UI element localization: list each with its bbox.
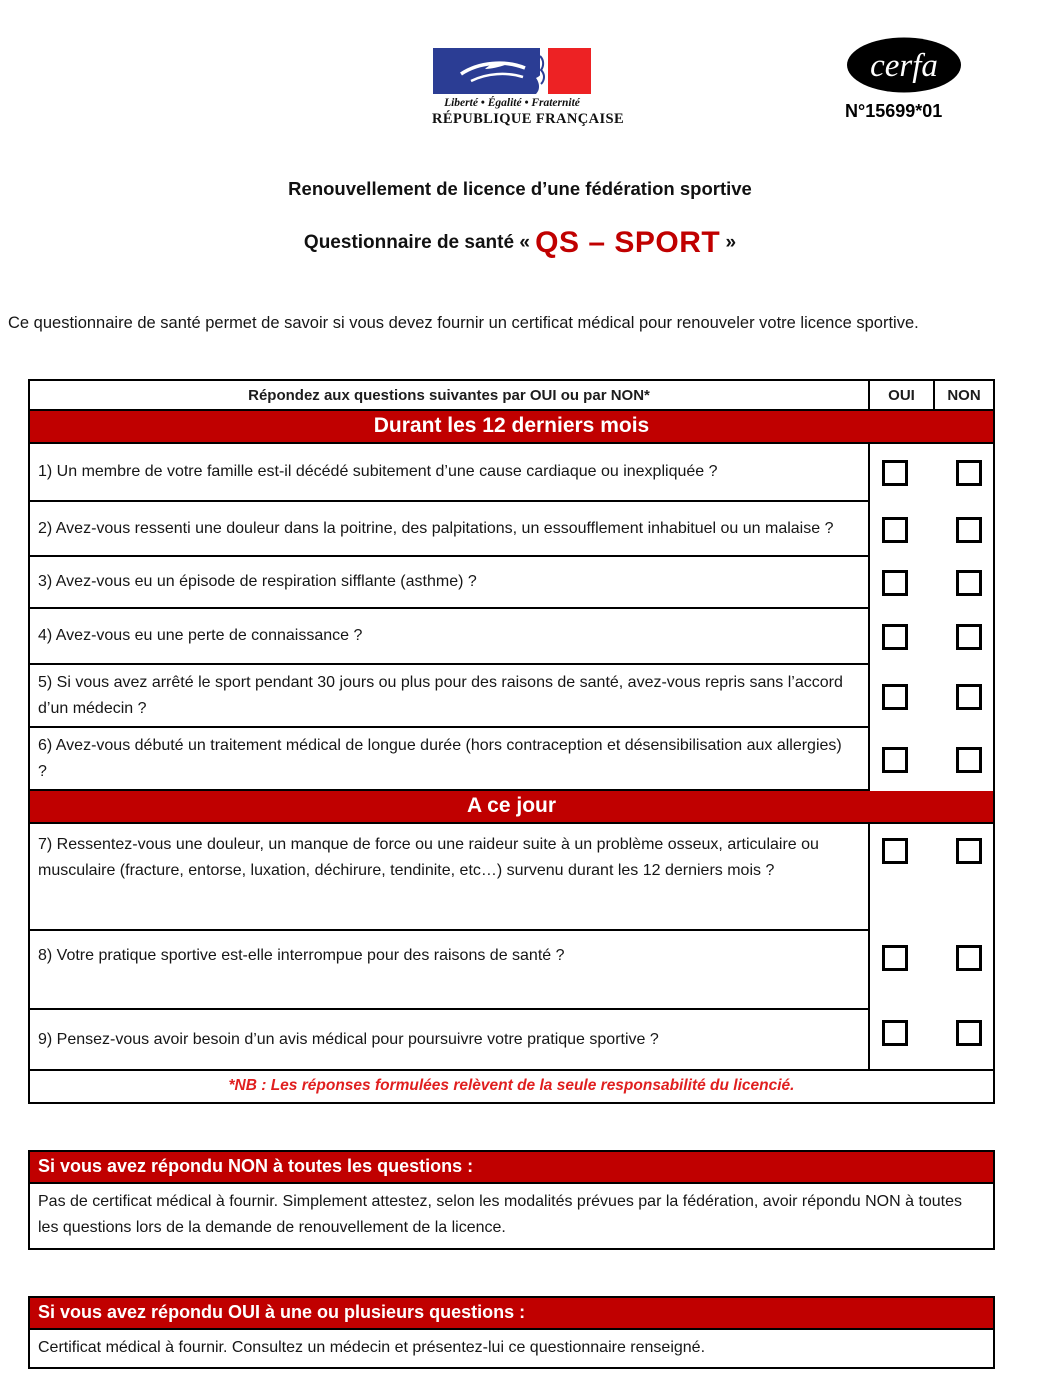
question-9-answers (868, 1010, 993, 1069)
outcome-non-body: Pas de certificat médical à fournir. Simplement attestez, selon les modalités prévues par la fédération, avoir répondu NON à toutes les questions lors de la demande de renouvellement de la licence. (38, 1193, 963, 1236)
cerfa-number: N°15699*01 (845, 101, 943, 121)
outcome-block-non (28, 1150, 995, 1249)
intro-paragraph: Ce questionnaire de santé permet de savoir si vous devez fournir un certificat médical pour renouveler votre licence sportive. (8, 314, 919, 332)
q3-oui-checkbox[interactable] (882, 570, 908, 596)
subtitle-prefix: Questionnaire de santé « (303, 232, 536, 253)
question-6-answers (868, 728, 993, 791)
question-4-text: 4) Avez-vous eu une perte de connaissance ? (30, 609, 868, 665)
question-8-answers (868, 931, 993, 1010)
q9-oui-checkbox[interactable] (882, 1020, 908, 1046)
q1-oui-checkbox[interactable] (882, 460, 908, 486)
q4-non-checkbox[interactable] (956, 624, 982, 650)
question-1-text: 1) Un membre de votre famille est-il décédé subitement d’une cause cardiaque ou inexpliquée ? (30, 444, 868, 502)
q7-oui-checkbox[interactable] (882, 838, 908, 864)
q1-non-checkbox[interactable] (956, 460, 982, 486)
question-5-text: 5) Si vous avez arrêté le sport pendant 30 jours ou plus pour des raisons de santé, avez-vous repris sans l’accord d’un médecin ? (30, 665, 868, 728)
outcome-oui-body: Certificat médical à fournir. Consultez un médecin et présentez-lui ce questionnaire renseigné. (38, 1338, 706, 1356)
question-3-text: 3) Avez-vous eu un épisode de respiration sifflante (asthme) ? (30, 557, 868, 609)
question-7-text: 7) Ressentez-vous une douleur, un manque de force ou une raideur suite à un problème osseux, articulaire ou musculaire (fracture, entorse, luxation, déchirure, tendinite, etc…) survenu durant les 12 derniers mois ? (30, 824, 868, 931)
question-4-answers (868, 609, 993, 665)
q3-non-checkbox[interactable] (956, 570, 982, 596)
q7-non-checkbox[interactable] (956, 838, 982, 864)
q8-non-checkbox[interactable] (956, 945, 982, 971)
cerfa-oval-icon (845, 36, 963, 94)
q5-non-checkbox[interactable] (956, 684, 982, 710)
republic-text: RÉPUBLIQUE FRANÇAISE (432, 111, 625, 127)
q9-non-checkbox[interactable] (956, 1020, 982, 1046)
section-band-today: A ce jour (30, 791, 993, 824)
question-2-answers (868, 502, 993, 557)
question-6-text: 6) Avez-vous débuté un traitement médical de longue durée (hors contraception et désensibilisation aux allergies) ? (30, 728, 868, 791)
q2-non-checkbox[interactable] (956, 517, 982, 543)
page-title: Renouvellement de licence d’une fédération sportive (288, 178, 752, 199)
outcome-block-oui (28, 1296, 995, 1370)
table-header-non: NON (933, 381, 993, 409)
q8-oui-checkbox[interactable] (882, 945, 908, 971)
outcome-oui-title: Si vous avez répondu OUI à une ou plusieurs questions : (30, 1298, 993, 1330)
table-footnote: *NB : Les réponses formulées relèvent de la seule responsabilité du licencié. (30, 1069, 993, 1102)
section-last-12-months (30, 444, 993, 791)
page-header (0, 0, 1040, 140)
table-header-question: Répondez aux questions suivantes par OUI ou par NON* (248, 386, 650, 404)
question-3-answers (868, 557, 993, 609)
table-header-row (30, 381, 993, 411)
french-republic-logo (432, 48, 625, 128)
q4-oui-checkbox[interactable] (882, 624, 908, 650)
cerfa-logo (843, 36, 965, 122)
section-today (30, 824, 993, 1069)
outcome-non-title: Si vous avez répondu NON à toutes les questions : (30, 1152, 993, 1184)
french-flag-marianne-icon (433, 48, 591, 94)
question-1-answers (868, 444, 993, 502)
questionnaire-table (28, 379, 995, 1104)
page-subtitle (0, 226, 1040, 260)
motto-text: Liberté • Égalité • Fraternité (444, 97, 580, 109)
question-9-text: 9) Pensez-vous avoir besoin d’un avis médical pour poursuivre votre pratique sportive ? (38, 1031, 659, 1049)
question-5-answers (868, 665, 993, 728)
q5-oui-checkbox[interactable] (882, 684, 908, 710)
section-band-last-12-months: Durant les 12 derniers mois (30, 411, 993, 444)
q6-oui-checkbox[interactable] (882, 747, 908, 773)
cerfa-label: cerfa (870, 48, 938, 84)
question-7-answers (868, 824, 993, 931)
table-header-oui: OUI (868, 381, 933, 409)
question-2-text: 2) Avez-vous ressenti une douleur dans la poitrine, des palpitations, un essoufflement inhabituel ou un malaise ? (30, 502, 868, 557)
q2-oui-checkbox[interactable] (882, 517, 908, 543)
q6-non-checkbox[interactable] (956, 747, 982, 773)
subtitle-highlight: QS – SPORT (535, 226, 721, 259)
subtitle-suffix: » (720, 232, 737, 253)
question-8-text: 8) Votre pratique sportive est-elle interrompue pour des raisons de santé ? (30, 931, 868, 1010)
